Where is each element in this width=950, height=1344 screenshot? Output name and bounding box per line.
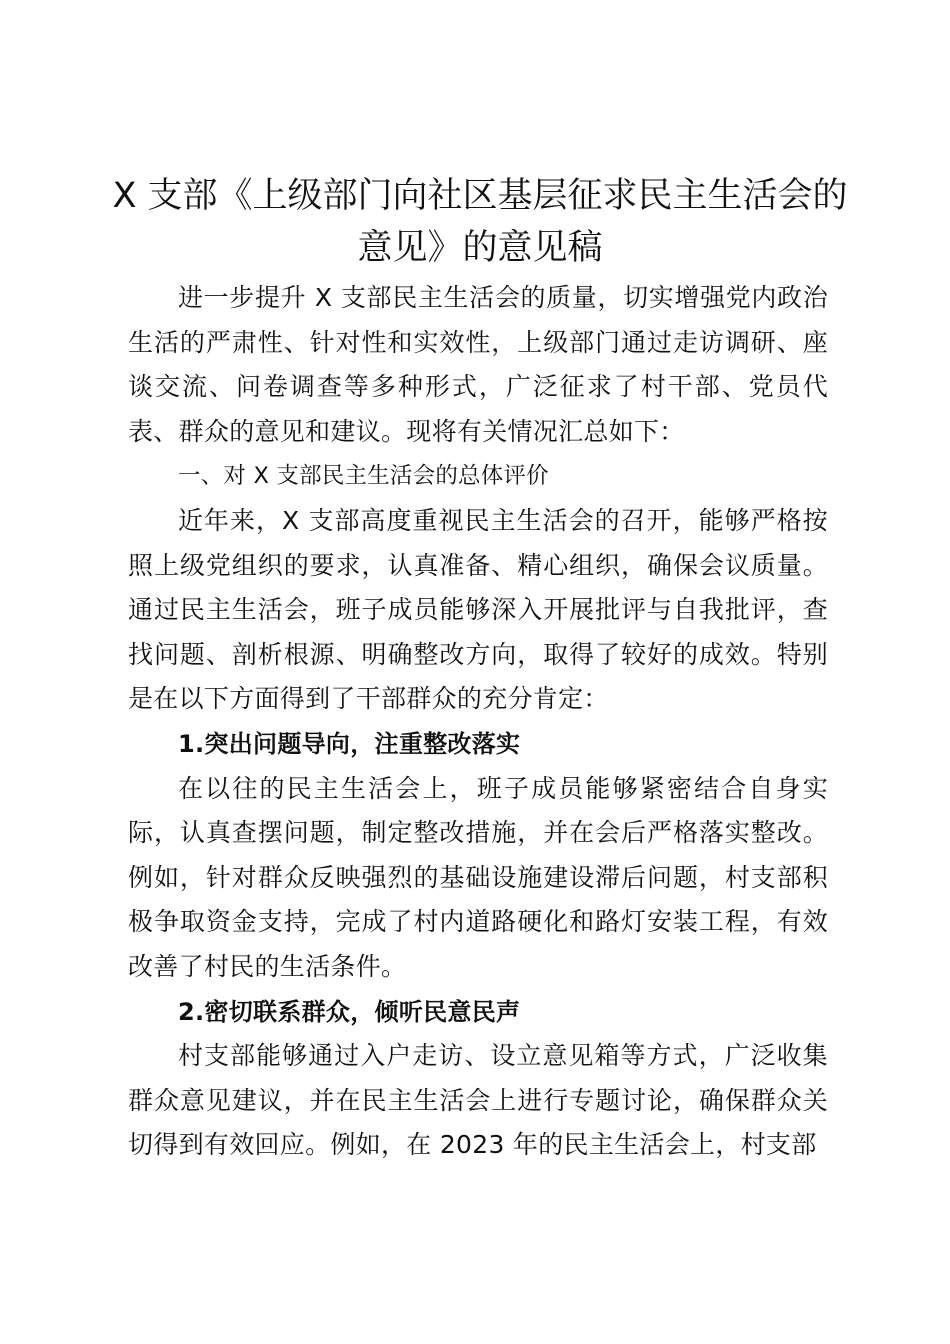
sub-heading-2: 2.密切联系群众，倾听民意民声 <box>178 997 521 1026</box>
section-heading: 一、对 X 支部民主生活会的总体评价 <box>178 463 549 490</box>
intro-paragraph: 进一步提升 X 支部民主生活会的质量，切实增强党内政治生活的严肃性、针对性和实效性，上级部门通过走访调研、座谈交流、问卷调查等多种形式，广泛征求了村干部、党员代表、群众的意见和建议。现将有关情况汇总如下： <box>128 283 828 446</box>
public-opinion-paragraph: 村支部能够通过入户走访、设立意见箱等方式，广泛收集群众意见建议，并在民主生活会上进行专题讨论，确保群众关切得到有效回应。例如，在 2023 年的民主生活会上，村支部 <box>128 1041 828 1160</box>
document-body <box>128 276 828 1168</box>
evaluation-paragraph: 近年来，X 支部高度重视民主生活会的召开，能够严格按照上级党组织的要求，认真准备、精心组织，确保会议质量。通过民主生活会，班子成员能够深入开展批评与自我批评，查找问题、剖析根源、明确整改方向，取得了较好的成效。特别是在以下方面得到了干部群众的充分肯定： <box>128 505 828 714</box>
sub-heading-1: 1.突出问题导向，注重整改落实 <box>178 729 521 758</box>
rectification-paragraph: 在以往的民主生活会上，班子成员能够紧密结合自身实际，认真查摆问题，制定整改措施，并在会后严格落实整改。例如，针对群众反映强烈的基础设施建设滞后问题，村支部积极争取资金支持，完成了村内道路硬化和路灯安装工程，有效改善了村民的生活条件。 <box>128 773 828 981</box>
document-title: X 支部《上级部门向社区基层征求民主生活会的意见》的意见稿 <box>112 176 848 268</box>
